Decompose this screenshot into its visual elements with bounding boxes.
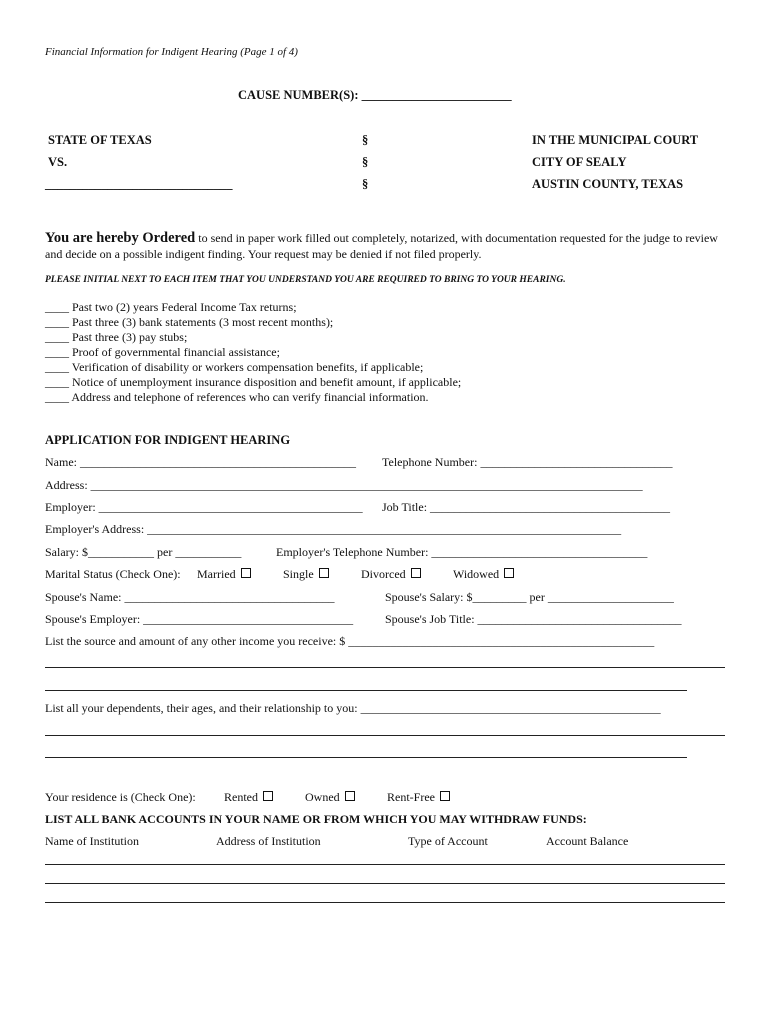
job-title-field[interactable]: Job Title: ________________________________________ <box>382 500 671 514</box>
widowed-checkbox[interactable] <box>504 568 514 578</box>
dependents-line-2[interactable] <box>45 757 687 758</box>
caption-left-2: VS. <box>48 155 68 169</box>
single-checkbox[interactable] <box>319 568 329 578</box>
spouse-salary-field[interactable]: Spouse's Salary: $_________ per _____________________ <box>385 590 674 604</box>
other-income-line-1[interactable] <box>45 667 725 668</box>
spouse-job-title-field[interactable]: Spouse's Job Title: __________________________________ <box>385 612 682 626</box>
widowed-label: Widowed <box>453 567 500 581</box>
rented-option[interactable] <box>224 790 273 805</box>
salary-field[interactable]: Salary: $___________ per ___________ <box>45 545 242 559</box>
list-item[interactable]: ____ Past three (3) pay stubs; <box>45 330 188 344</box>
order-lead: You are hereby Ordered <box>45 230 196 246</box>
list-item[interactable]: ____ Past three (3) bank statements (3 most recent months); <box>45 315 334 329</box>
column-type-of-account: Type of Account <box>408 834 488 848</box>
single-option[interactable] <box>283 567 329 582</box>
owned-checkbox[interactable] <box>345 791 355 801</box>
list-item[interactable]: ____ Verification of disability or workers compensation benefits, if applicable; <box>45 360 424 374</box>
dependents-field[interactable]: List all your dependents, their ages, and their relationship to you: __________________________________________________ <box>45 701 661 715</box>
dependents-line-1[interactable] <box>45 735 725 736</box>
single-label: Single <box>283 567 314 581</box>
divorced-label: Divorced <box>361 567 406 581</box>
employer-address-field[interactable]: Employer's Address: _______________________________________________________________________________ <box>45 522 622 536</box>
rented-label: Rented <box>224 790 258 804</box>
widowed-option[interactable] <box>453 567 514 582</box>
cause-number-field[interactable]: CAUSE NUMBER(S): ________________________ <box>238 88 512 102</box>
list-item[interactable]: ____ Address and telephone of references who can verify financial information. <box>45 390 429 404</box>
order-paragraph <box>45 230 735 262</box>
caption-left-3[interactable]: ______________________________ <box>45 177 233 191</box>
marital-status-label: Marital Status (Check One): <box>45 567 181 581</box>
instruction-text: PLEASE INITIAL NEXT TO EACH ITEM THAT YOU UNDERSTAND YOU ARE REQUIRED TO BRING TO YOUR HEARING. <box>45 275 566 285</box>
section-symbol-1: § <box>362 133 369 147</box>
column-name-of-institution: Name of Institution <box>45 834 139 848</box>
name-field[interactable]: Name: ______________________________________________ <box>45 455 356 469</box>
list-item[interactable]: ____ Past two (2) years Federal Income Tax returns; <box>45 300 297 314</box>
rented-checkbox[interactable] <box>263 791 273 801</box>
married-label: Married <box>197 567 236 581</box>
spouse-name-field[interactable]: Spouse's Name: ___________________________________ <box>45 590 335 604</box>
rent-free-checkbox[interactable] <box>440 791 450 801</box>
spouse-employer-field[interactable]: Spouse's Employer: ___________________________________ <box>45 612 354 626</box>
bank-account-row-3[interactable] <box>45 902 725 903</box>
order-text: to send in paper work filled out completely, notarized, with documentation requested for the judge to review and decide on a possible indigent finding. Your request may be denied if not filed properly. <box>45 231 718 261</box>
rent-free-label: Rent-Free <box>387 790 435 804</box>
owned-label: Owned <box>305 790 340 804</box>
bank-account-row-1[interactable] <box>45 864 725 865</box>
caption-right-1: IN THE MUNICIPAL COURT <box>532 133 699 147</box>
married-option[interactable] <box>197 567 251 582</box>
divorced-checkbox[interactable] <box>411 568 421 578</box>
section-symbol-2: § <box>362 155 369 169</box>
other-income-field[interactable]: List the source and amount of any other income you receive: $ ___________________________________________________ <box>45 634 655 648</box>
column-account-balance: Account Balance <box>546 834 629 848</box>
address-field[interactable]: Address: ____________________________________________________________________________________________ <box>45 478 643 492</box>
column-address-of-institution: Address of Institution <box>216 834 321 848</box>
telephone-field[interactable]: Telephone Number: ________________________________ <box>382 455 673 469</box>
required-items-list <box>45 300 461 405</box>
list-item[interactable]: ____ Proof of governmental financial assistance; <box>45 345 280 359</box>
other-income-line-2[interactable] <box>45 690 687 691</box>
employer-phone-field[interactable]: Employer's Telephone Number: ____________________________________ <box>276 545 648 559</box>
bank-accounts-title: LIST ALL BANK ACCOUNTS IN YOUR NAME OR FROM WHICH YOU MAY WITHDRAW FUNDS: <box>45 812 587 826</box>
page-header: Financial Information for Indigent Hearing (Page 1 of 4) <box>45 46 298 58</box>
divorced-option[interactable] <box>361 567 421 582</box>
application-title: APPLICATION FOR INDIGENT HEARING <box>45 433 291 447</box>
section-symbol-3: § <box>362 177 369 191</box>
caption-right-3: AUSTIN COUNTY, TEXAS <box>532 177 684 191</box>
rent-free-option[interactable] <box>387 790 450 805</box>
married-checkbox[interactable] <box>241 568 251 578</box>
bank-account-row-2[interactable] <box>45 883 725 884</box>
list-item[interactable]: ____ Notice of unemployment insurance disposition and benefit amount, if applicable; <box>45 375 462 389</box>
owned-option[interactable] <box>305 790 355 805</box>
caption-right-2: CITY OF SEALY <box>532 155 627 169</box>
caption-left-1: STATE OF TEXAS <box>48 133 152 147</box>
residence-label: Your residence is (Check One): <box>45 790 196 804</box>
employer-field[interactable]: Employer: ____________________________________________ <box>45 500 363 514</box>
